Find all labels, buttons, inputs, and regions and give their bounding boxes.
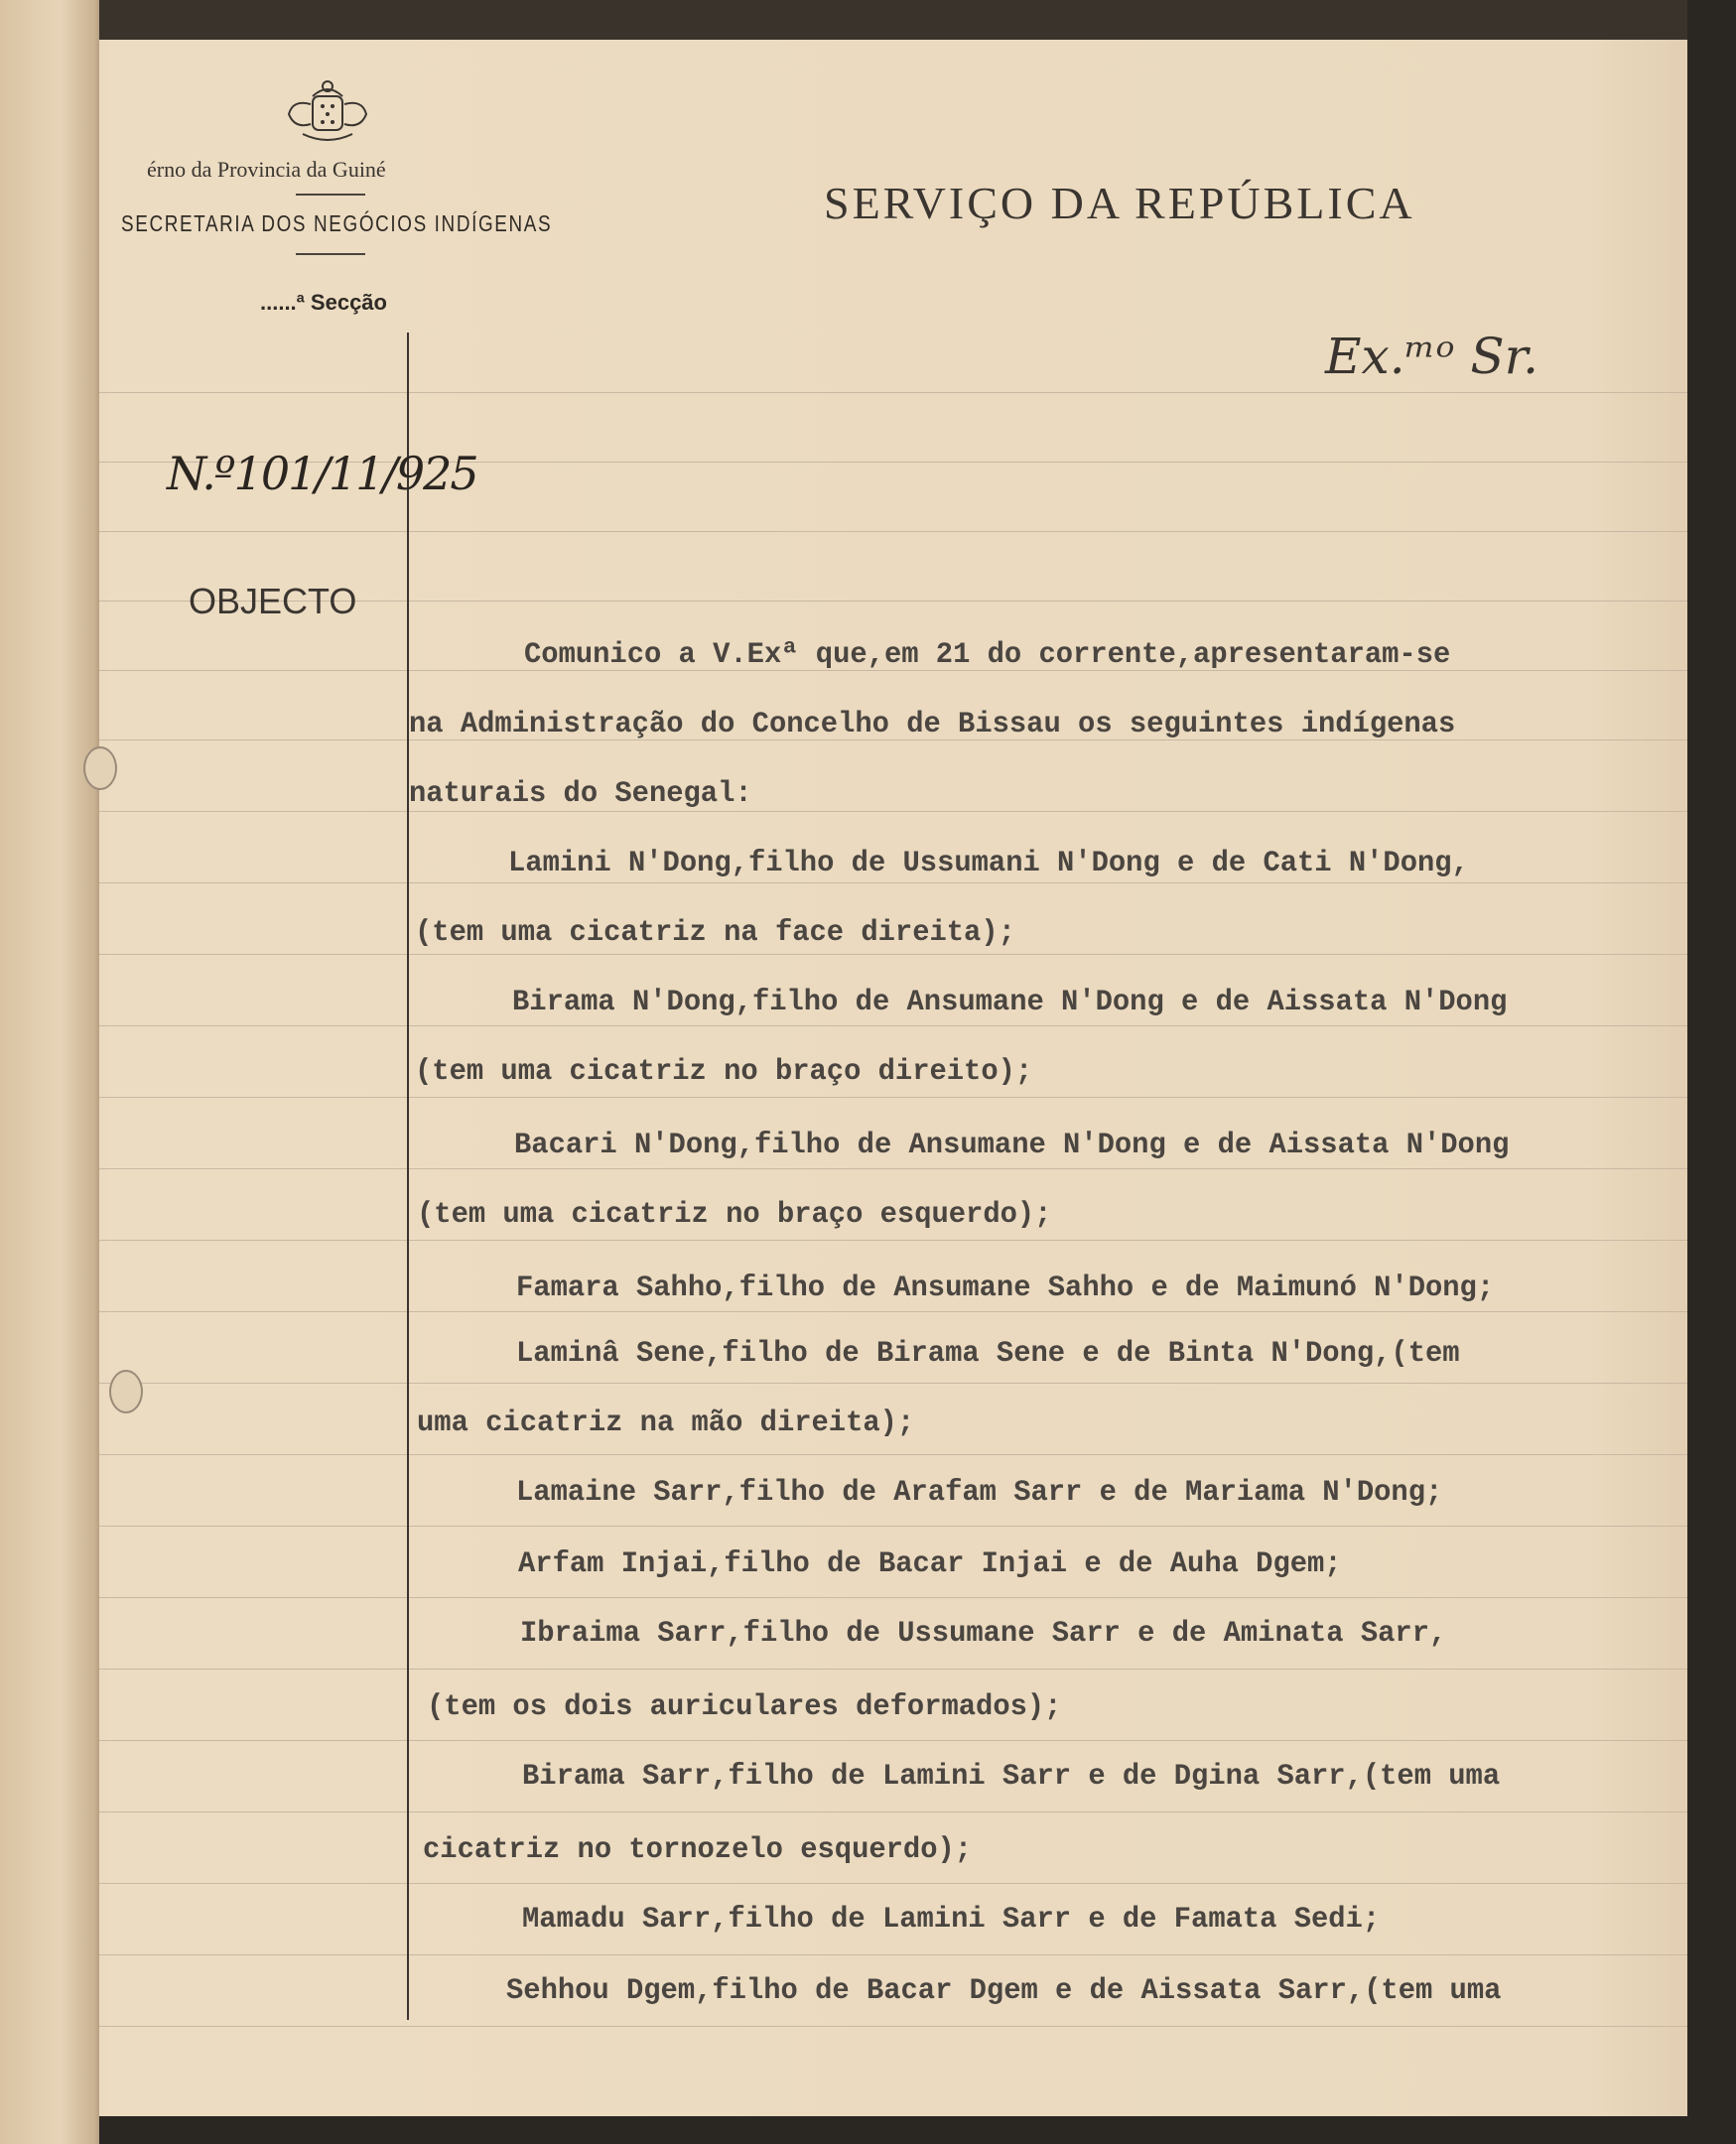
body-line: naturais do Senegal: — [409, 777, 752, 811]
body-line: uma cicatriz na mão direita); — [417, 1407, 915, 1440]
government-heading: érno da Provincia da Guiné — [147, 157, 386, 182]
body-line: Birama N'Dong,filho de Ansumane N'Dong e de Aissata N'Dong — [512, 986, 1508, 1019]
body-line: Arfam Injai,filho de Bacar Injai e de Auha Dgem; — [518, 1547, 1342, 1581]
binding-hole — [109, 1370, 143, 1413]
body-line: Laminâ Sene,filho de Birama Sene e de Binta N'Dong,(tem — [516, 1337, 1460, 1371]
body-line: Lamaine Sarr,filho de Arafam Sarr e de Mariama N'Dong; — [516, 1476, 1443, 1510]
servico-heading: SERVIÇO DA REPÚBLICA — [824, 178, 1415, 228]
dark-background-strip — [60, 0, 1687, 40]
seccao-label: ......ª Secção — [260, 290, 387, 315]
binding-hole — [83, 746, 117, 790]
document-page — [0, 40, 1687, 2116]
body-line: Sehhou Dgem,filho de Bacar Dgem e de Aissata Sarr,(tem uma — [506, 1974, 1502, 2008]
binding-edge — [0, 0, 99, 2144]
body-line: na Administração do Concelho de Bissau os seguintes indígenas — [409, 708, 1456, 741]
secretaria-heading: SECRETARIA DOS NEGÓCIOS INDÍGENAS — [121, 210, 553, 236]
reference-number: N.º101/11/925 — [167, 447, 477, 500]
margin-line — [407, 333, 409, 2020]
body-line: Lamini N'Dong,filho de Ussumani N'Dong e de Cati N'Dong, — [508, 847, 1469, 880]
objecto-label: OBJECTO — [189, 581, 357, 621]
body-line: (tem os dois auriculares deformados); — [427, 1690, 1062, 1724]
body-line: Ibraima Sarr,filho de Ussumane Sarr e de Aminata Sarr, — [520, 1617, 1447, 1651]
body-line: Bacari N'Dong,filho de Ansumane N'Dong e de Aissata N'Dong — [514, 1129, 1510, 1162]
coat-of-arms-icon — [283, 74, 372, 149]
body-line: (tem uma cicatriz na face direita); — [415, 916, 1015, 950]
body-line: Birama Sarr,filho de Lamini Sarr e de Dgina Sarr,(tem uma — [522, 1760, 1501, 1794]
body-line: Famara Sahho,filho de Ansumane Sahho e de Maimunó N'Dong; — [516, 1272, 1495, 1305]
body-line: (tem uma cicatriz no braço direito); — [415, 1055, 1033, 1089]
salutation: Ex.ᵐᵒ Sr. — [1325, 328, 1538, 385]
body-line: cicatriz no tornozelo esquerdo); — [423, 1833, 973, 1867]
body-line: Comunico a V.Exª que,em 21 do corrente,apresentaram-se — [524, 638, 1451, 672]
body-line: Mamadu Sarr,filho de Lamini Sarr e de Famata Sedi; — [522, 1903, 1381, 1937]
body-line: (tem uma cicatriz no braço esquerdo); — [417, 1198, 1052, 1232]
